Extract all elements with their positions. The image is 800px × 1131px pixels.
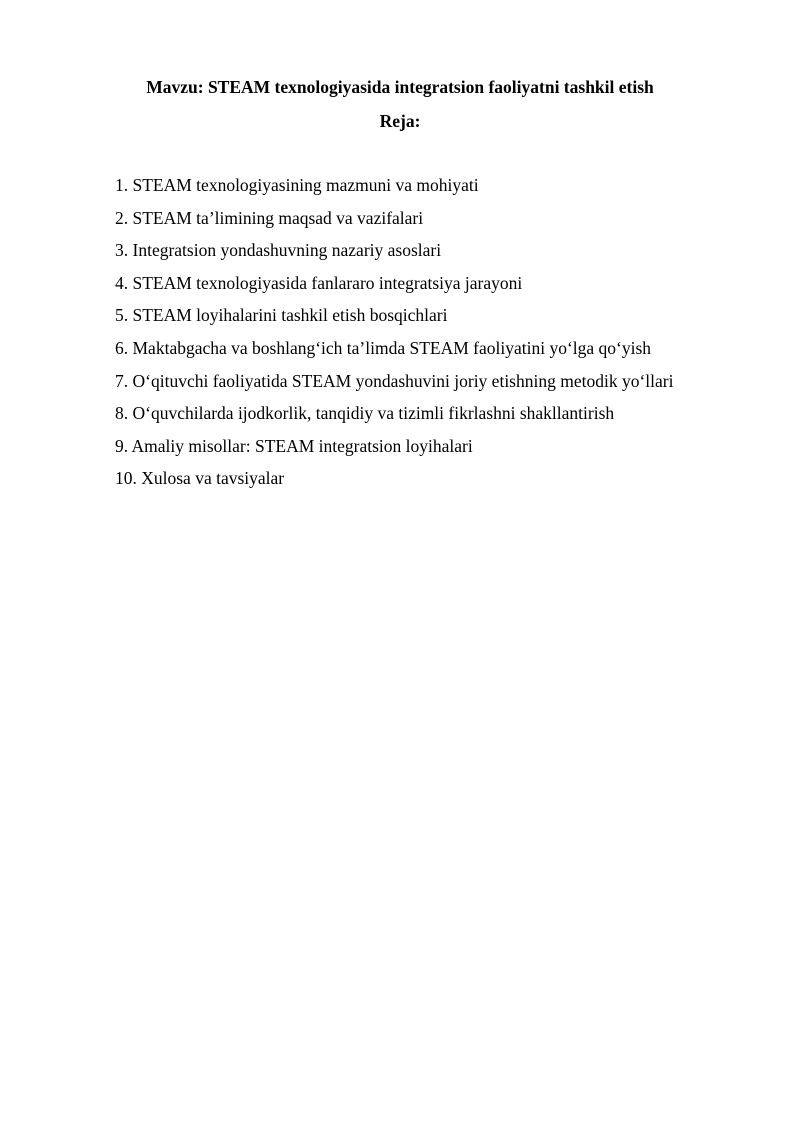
plan-item-4: 4. STEAM texnologiyasida fanlararo integratsiya jarayoni	[115, 272, 523, 293]
plan-heading: Reja:	[379, 111, 421, 131]
plan-item-10: 10. Xulosa va tavsiyalar	[115, 468, 285, 489]
plan-item-2: 2. STEAM ta’limining maqsad va vazifalari	[115, 207, 424, 228]
plan-list	[115, 174, 775, 500]
plan-item-3: 3. Integratsion yondashuvning nazariy asoslari	[115, 240, 442, 261]
document-title: Mavzu: STEAM texnologiyasida integratsion faoliyatni tashkil etish	[146, 77, 654, 97]
plan-item-1: 1. STEAM texnologiyasining mazmuni va mohiyati	[115, 175, 479, 195]
plan-item-6: 6. Maktabgacha va boshlang‘ich ta’limda STEAM faoliyatini yo‘lga qo‘yish	[115, 337, 652, 358]
plan-item-8: 8. O‘quvchilarda ijodkorlik, tanqidiy va tizimli fikrlashni shakllantirish	[115, 403, 615, 424]
plan-item-5: 5. STEAM loyihalarini tashkil etish bosqichlari	[115, 305, 448, 326]
plan-item-7: 7. O‘qituvchi faoliyatida STEAM yondashuvini joriy etishning metodik yo‘llari	[115, 370, 674, 391]
plan-item-9: 9. Amaliy misollar: STEAM integratsion loyihalari	[115, 435, 473, 456]
